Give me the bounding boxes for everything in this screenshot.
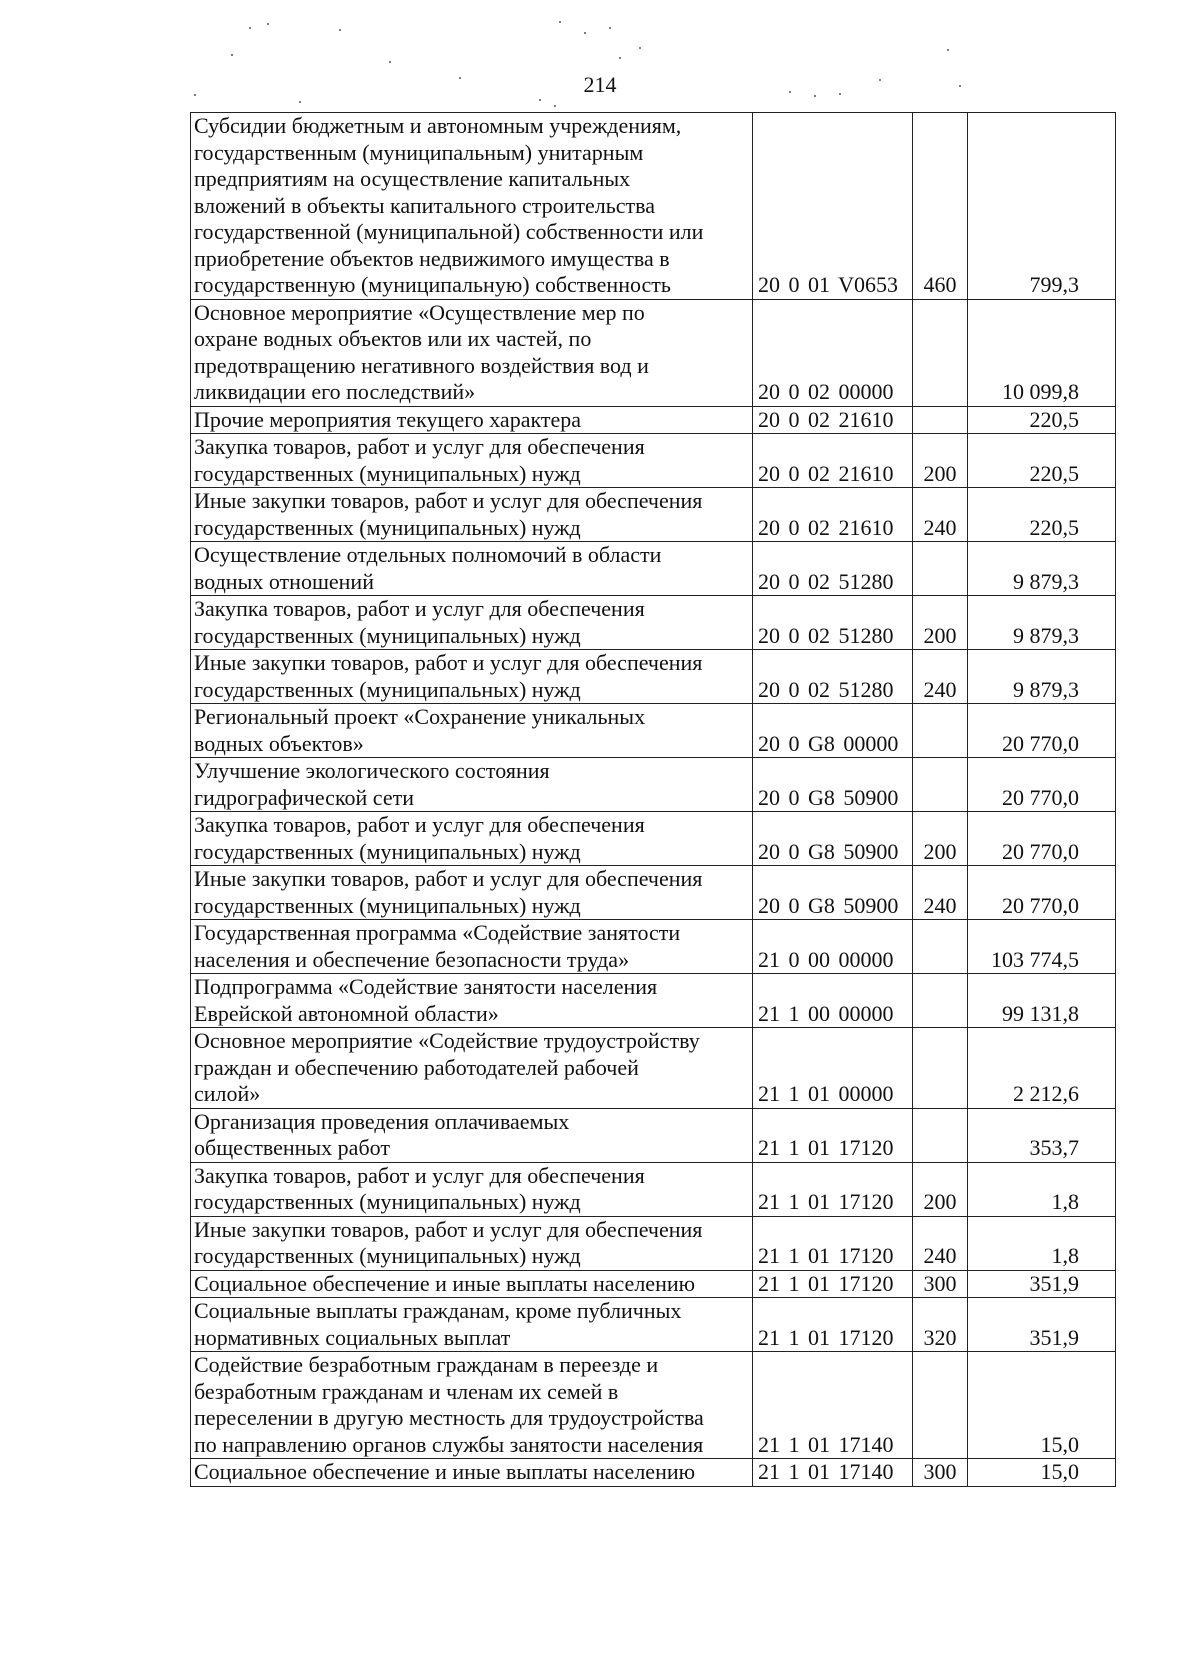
row-name: Закупка товаров, работ и услуг для обеспечения государственных (муниципальных) нужд [191,596,753,650]
row-code: 20 0 02 51280 [753,596,913,650]
row-amount: 220,5 [968,488,1116,542]
row-amount: 1,8 [968,1216,1116,1270]
row-name: Социальное обеспечение и иные выплаты населению [191,1459,753,1487]
row-kind: 200 [913,596,968,650]
row-name: Социальные выплаты гражданам, кроме публичных нормативных социальных выплат [191,1298,753,1352]
row-amount: 351,9 [968,1270,1116,1298]
table-row [191,704,1116,758]
row-kind: 300 [913,1270,968,1298]
row-amount: 99 131,8 [968,974,1116,1028]
row-code: 20 0 02 21610 [753,406,913,434]
row-name: Основное мероприятие «Осуществление мер по охране водных объектов или их частей, по предотвращению негативного воздействия вод и ликвидации его последствий» [191,299,753,406]
row-code: 21 1 01 17120 [753,1298,913,1352]
table-row [191,596,1116,650]
row-amount: 2 212,6 [968,1028,1116,1109]
row-kind: 240 [913,488,968,542]
row-code: 21 1 00 00000 [753,974,913,1028]
row-amount: 799,3 [968,113,1116,300]
table-row [191,406,1116,434]
table-row [191,1270,1116,1298]
row-name: Государственная программа «Содействие занятости населения и обеспечение безопасности труда» [191,920,753,974]
row-kind: 200 [913,434,968,488]
row-name: Социальное обеспечение и иные выплаты населению [191,1270,753,1298]
row-code: 21 1 01 17120 [753,1162,913,1216]
row-code: 21 1 01 17120 [753,1216,913,1270]
table-row [191,299,1116,406]
row-kind [913,1352,968,1459]
row-amount: 220,5 [968,406,1116,434]
row-kind: 240 [913,866,968,920]
row-name: Иные закупки товаров, работ и услуг для обеспечения государственных (муниципальных) нужд [191,1216,753,1270]
row-kind [913,704,968,758]
row-name: Закупка товаров, работ и услуг для обеспечения государственных (муниципальных) нужд [191,1162,753,1216]
row-code: 21 1 01 17140 [753,1459,913,1487]
row-name: Основное мероприятие «Содействие трудоустройству граждан и обеспечению работодателей рабочей силой» [191,1028,753,1109]
table-row [191,1298,1116,1352]
row-amount: 351,9 [968,1298,1116,1352]
row-kind: 240 [913,1216,968,1270]
row-name: Улучшение экологического состояния гидрографической сети [191,758,753,812]
table-row [191,1028,1116,1109]
row-name: Осуществление отдельных полномочий в области водных отношений [191,542,753,596]
table-row [191,113,1116,300]
row-name: Иные закупки товаров, работ и услуг для обеспечения государственных (муниципальных) нужд [191,866,753,920]
row-amount: 20 770,0 [968,704,1116,758]
row-name: Закупка товаров, работ и услуг для обеспечения государственных (муниципальных) нужд [191,434,753,488]
table-row [191,1216,1116,1270]
row-amount: 9 879,3 [968,542,1116,596]
row-amount: 20 770,0 [968,812,1116,866]
row-kind: 200 [913,812,968,866]
row-code: 20 0 02 00000 [753,299,913,406]
table-row [191,866,1116,920]
row-amount: 1,8 [968,1162,1116,1216]
table-row [191,812,1116,866]
row-amount: 9 879,3 [968,650,1116,704]
budget-table [190,112,1116,1487]
row-amount: 103 774,5 [968,920,1116,974]
table-row [191,1459,1116,1487]
row-kind [913,974,968,1028]
row-kind: 300 [913,1459,968,1487]
row-kind: 240 [913,650,968,704]
row-code: 21 1 01 17120 [753,1108,913,1162]
row-kind [913,406,968,434]
row-code: 20 0 02 51280 [753,650,913,704]
table-row [191,758,1116,812]
row-name: Субсидии бюджетным и автономным учреждениям, государственным (муниципальным) унитарным предприятиям на осуществление капитальных вложений в объекты капитального строительства государственной (муниципальной) собственности или приобретение объектов недвижимого имущества в государственную (муниципальную) собственность [191,113,753,300]
row-kind: 320 [913,1298,968,1352]
row-amount: 10 099,8 [968,299,1116,406]
row-name: Организация проведения оплачиваемых общественных работ [191,1108,753,1162]
row-amount: 20 770,0 [968,758,1116,812]
row-kind [913,299,968,406]
row-code: 21 0 00 00000 [753,920,913,974]
row-name: Иные закупки товаров, работ и услуг для обеспечения государственных (муниципальных) нужд [191,650,753,704]
table-row [191,1162,1116,1216]
row-amount: 220,5 [968,434,1116,488]
row-amount: 9 879,3 [968,596,1116,650]
page-number: 214 [583,72,617,97]
row-code: 20 0 G8 50900 [753,866,913,920]
row-kind [913,1028,968,1109]
row-kind: 460 [913,113,968,300]
row-code: 20 0 02 51280 [753,542,913,596]
row-name: Подпрограмма «Содействие занятости населения Еврейской автономной области» [191,974,753,1028]
table-row [191,1352,1116,1459]
row-code: 20 0 01 V0653 [753,113,913,300]
row-name: Прочие мероприятия текущего характера [191,406,753,434]
row-kind: 200 [913,1162,968,1216]
scan-noise [0,0,1200,120]
row-kind [913,542,968,596]
table-row [191,1108,1116,1162]
row-amount: 20 770,0 [968,866,1116,920]
row-name: Содействие безработным гражданам в переезде и безработным гражданам и членам их семей в переселении в другую местность для трудоустройства по направлению органов службы занятости населения [191,1352,753,1459]
row-kind [913,920,968,974]
row-amount: 15,0 [968,1459,1116,1487]
row-name: Региональный проект «Сохранение уникальных водных объектов» [191,704,753,758]
row-code: 20 0 G8 00000 [753,704,913,758]
table-row [191,920,1116,974]
row-name: Закупка товаров, работ и услуг для обеспечения государственных (муниципальных) нужд [191,812,753,866]
row-code: 20 0 G8 50900 [753,758,913,812]
table-row [191,542,1116,596]
row-code: 21 1 01 17120 [753,1270,913,1298]
row-amount: 353,7 [968,1108,1116,1162]
table-row [191,974,1116,1028]
row-name: Иные закупки товаров, работ и услуг для обеспечения государственных (муниципальных) нужд [191,488,753,542]
row-amount: 15,0 [968,1352,1116,1459]
row-kind [913,758,968,812]
table-row [191,434,1116,488]
row-code: 20 0 02 21610 [753,434,913,488]
row-code: 20 0 G8 50900 [753,812,913,866]
row-code: 20 0 02 21610 [753,488,913,542]
row-code: 21 1 01 00000 [753,1028,913,1109]
table-row [191,488,1116,542]
row-kind [913,1108,968,1162]
table-row [191,650,1116,704]
row-code: 21 1 01 17140 [753,1352,913,1459]
